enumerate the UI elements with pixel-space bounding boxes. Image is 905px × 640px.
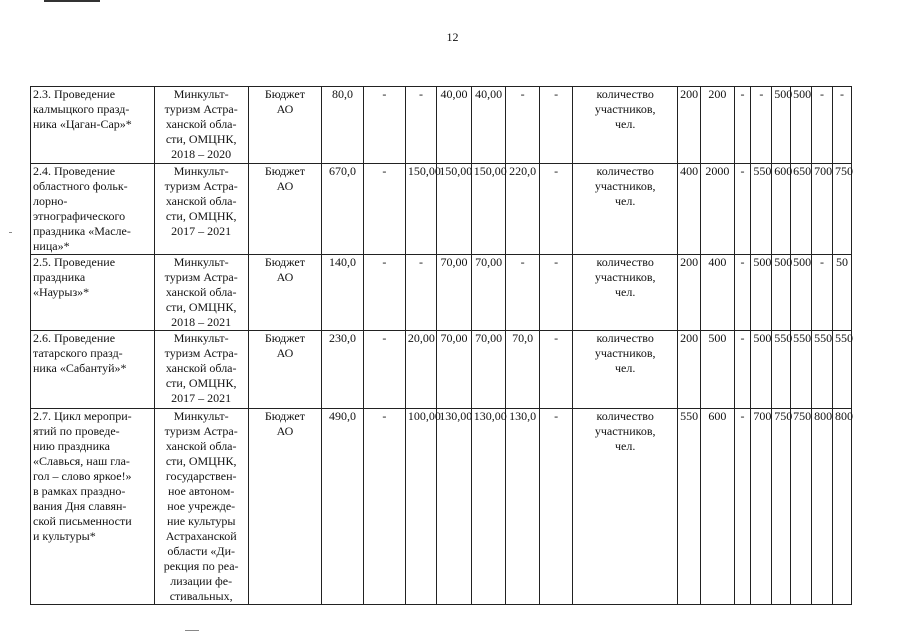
target-value-cell: 750 (833, 164, 852, 255)
funding-amount-cell: 220,0 (506, 164, 540, 255)
table-row (31, 409, 852, 605)
target-value-cell: 500 (701, 331, 735, 409)
indicator-cell: количество участников, чел. (573, 87, 678, 164)
funding-amount-cell: - (506, 87, 540, 164)
page-number: 12 (446, 30, 459, 44)
table-row (31, 331, 852, 409)
scan-mark (9, 232, 12, 233)
target-value-cell: 800 (812, 409, 833, 605)
target-value-cell: - (734, 164, 751, 255)
target-value-cell: 500 (791, 255, 812, 331)
funding-amount-cell: 70,00 (471, 255, 506, 331)
target-value-cell: - (734, 409, 751, 605)
funding-amount-cell: 70,00 (437, 331, 472, 409)
executor-cell: Минкульт- туризм Астра- ханской обла- сти, ОМЦНК, 2018 – 2020 (154, 87, 248, 164)
table-row (31, 87, 852, 164)
funding-amount-cell: - (539, 409, 573, 605)
funding-amount-cell: - (405, 255, 436, 331)
target-value-cell: 200 (678, 87, 701, 164)
target-value-cell: 2000 (701, 164, 735, 255)
funding-amount-cell: 150,00 (437, 164, 472, 255)
executor-cell: Минкульт- туризм Астра- ханской обла- сти, ОМЦНК, 2018 – 2021 (154, 255, 248, 331)
activity-name-cell: 2.3. Проведение калмыцкого празд- ника «Цаган-Сар»* (31, 87, 155, 164)
target-value-cell: 550 (678, 409, 701, 605)
target-value-cell: 750 (791, 409, 812, 605)
funding-amount-cell: - (539, 87, 573, 164)
funding-amount-cell: 70,00 (471, 331, 506, 409)
activity-name-cell: 2.6. Проведение татарского празд- ника «Сабантуй»* (31, 331, 155, 409)
funding-amount-cell: - (363, 87, 405, 164)
target-value-cell: - (734, 87, 751, 164)
program-activities-table (30, 86, 852, 605)
target-value-cell: 500 (772, 255, 791, 331)
target-value-cell: 550 (751, 164, 772, 255)
target-value-cell: 500 (751, 255, 772, 331)
target-value-cell: 700 (751, 409, 772, 605)
target-value-cell: 600 (772, 164, 791, 255)
funding-amount-cell: - (539, 255, 573, 331)
funding-amount-cell: 100,00 (405, 409, 436, 605)
target-value-cell: 50 (833, 255, 852, 331)
target-value-cell: 200 (678, 331, 701, 409)
funding-amount-cell: 40,00 (437, 87, 472, 164)
target-value-cell: 650 (791, 164, 812, 255)
target-value-cell: 550 (772, 331, 791, 409)
funding-amount-cell: 130,00 (437, 409, 472, 605)
funding-source-cell: Бюджет АО (248, 331, 321, 409)
scan-mark (185, 630, 199, 631)
target-value-cell: 400 (678, 164, 701, 255)
table-row (31, 164, 852, 255)
target-value-cell: 500 (791, 87, 812, 164)
target-value-cell: 550 (833, 331, 852, 409)
target-value-cell: 700 (812, 164, 833, 255)
target-value-cell: - (812, 255, 833, 331)
funding-amount-cell: - (363, 255, 405, 331)
funding-amount-cell: 40,00 (471, 87, 506, 164)
funding-amount-cell: 80,0 (322, 87, 364, 164)
funding-source-cell: Бюджет АО (248, 164, 321, 255)
target-value-cell: 200 (678, 255, 701, 331)
funding-amount-cell: - (363, 331, 405, 409)
page-top-rule (44, 0, 100, 2)
funding-amount-cell: - (539, 331, 573, 409)
funding-amount-cell: 490,0 (322, 409, 364, 605)
indicator-cell: количество участников, чел. (573, 255, 678, 331)
funding-amount-cell: - (363, 409, 405, 605)
target-value-cell: 600 (701, 409, 735, 605)
target-value-cell: - (833, 87, 852, 164)
target-value-cell: 550 (812, 331, 833, 409)
funding-amount-cell: 230,0 (322, 331, 364, 409)
target-value-cell: 400 (701, 255, 735, 331)
funding-amount-cell: - (506, 255, 540, 331)
target-value-cell: 200 (701, 87, 735, 164)
funding-amount-cell: 130,00 (471, 409, 506, 605)
activity-name-cell: 2.5. Проведение праздника «Наурыз»* (31, 255, 155, 331)
target-value-cell: - (751, 87, 772, 164)
funding-source-cell: Бюджет АО (248, 409, 321, 605)
target-value-cell: - (812, 87, 833, 164)
target-value-cell: 500 (751, 331, 772, 409)
indicator-cell: количество участников, чел. (573, 409, 678, 605)
funding-amount-cell: - (363, 164, 405, 255)
target-value-cell: 550 (791, 331, 812, 409)
executor-cell: Минкульт- туризм Астра- ханской обла- сти, ОМЦНК, 2017 – 2021 (154, 164, 248, 255)
funding-amount-cell: 70,00 (437, 255, 472, 331)
activity-name-cell: 2.4. Проведение областного фольк- лорно- этнографического праздника «Масле- ница»* (31, 164, 155, 255)
target-value-cell: 800 (833, 409, 852, 605)
indicator-cell: количество участников, чел. (573, 331, 678, 409)
table-row (31, 255, 852, 331)
target-value-cell: - (734, 255, 751, 331)
funding-amount-cell: 70,0 (506, 331, 540, 409)
activity-name-cell: 2.7. Цикл меропри- ятий по проведе- нию праздника «Славься, наш гла- гол – слово яркое!» в рамках праздно- вания Дня славян- ской письменности и культуры* (31, 409, 155, 605)
indicator-cell: количество участников, чел. (573, 164, 678, 255)
funding-amount-cell: 20,00 (405, 331, 436, 409)
funding-amount-cell: 140,0 (322, 255, 364, 331)
executor-cell: Минкульт- туризм Астра- ханской обла- сти, ОМЦНК, 2017 – 2021 (154, 331, 248, 409)
target-value-cell: - (734, 331, 751, 409)
funding-amount-cell: - (539, 164, 573, 255)
funding-source-cell: Бюджет АО (248, 255, 321, 331)
funding-amount-cell: 150,00 (405, 164, 436, 255)
funding-amount-cell: 670,0 (322, 164, 364, 255)
executor-cell: Минкульт- туризм Астра- ханской обла- сти, ОМЦНК, государствен- ное автоном- ное учрежде- ние культуры Астраханской области «Ди- рекция по реа- лизации фе- стивальных, (154, 409, 248, 605)
funding-amount-cell: 150,00 (471, 164, 506, 255)
funding-amount-cell: - (405, 87, 436, 164)
target-value-cell: 500 (772, 87, 791, 164)
funding-amount-cell: 130,0 (506, 409, 540, 605)
target-value-cell: 750 (772, 409, 791, 605)
funding-source-cell: Бюджет АО (248, 87, 321, 164)
